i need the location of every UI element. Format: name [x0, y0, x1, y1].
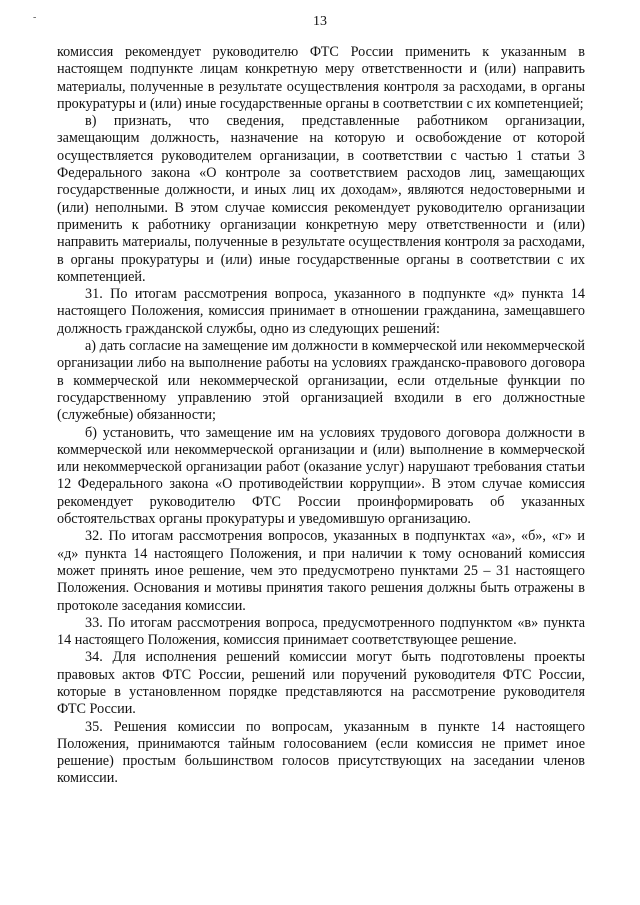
document-body: [57, 44, 585, 788]
scan-mark: -: [33, 12, 37, 23]
paragraph-continuation: комиссия рекомендует руководителю ФТС России применить к указанным в настоящем подпункте лицам конкретную меру ответственности и (или) направить материалы, полученные в результате осуществления контроля за расходами, в органы прокуратуры и (или) иные государственные органы в соответствии с их компетенцией;: [57, 44, 585, 112]
subitem-a: а) дать согласие на замещение им должности в коммерческой или некоммерческой организации либо на выполнение работы на условиях гражданско-правового договора в коммерческой или некоммерческой организации, если отдельные функции по государственному управлению этой организацией входили в его должностные (служебные) обязанности;: [57, 338, 585, 424]
page-number: 13: [313, 14, 327, 29]
clause-31: 31. По итогам рассмотрения вопроса, указанного в подпункте «д» пункта 14 настоящего Положения, комиссия принимает в отношении гражданина, замещавшего должность гражданской службы, одно из следующих решений:: [57, 286, 585, 337]
subitem-b: б) установить, что замещение им на условиях трудового договора должности в коммерческой или некоммерческой организации и (или) выполнение в коммерческой или некоммерческой организации работ (оказание услуг) нарушают требования статьи 12 Федерального закона «О противодействии коррупции». В этом случае комиссия рекомендует руководителю ФТС России проинформировать об указанных обстоятельствах органы прокуратуры и уведомившую организацию.: [57, 424, 585, 528]
clause-35: 35. Решения комиссии по вопросам, указанным в пункте 14 настоящего Положения, принимаются тайным голосованием (если комиссия не примет иное решение) простым большинством голосов присутствующих на заседании членов комиссии.: [57, 718, 585, 787]
clause-34: 34. Для исполнения решений комиссии могут быть подготовлены проекты правовых актов ФТС России, решений или поручений руководителя ФТС России, которые в установленном порядке представляются на рассмотрение руководителя ФТС России.: [57, 649, 585, 718]
clause-32: 32. По итогам рассмотрения вопросов, указанных в подпунктах «а», «б», «г» и «д» пункта 14 настоящего Положения, и при наличии к тому оснований комиссия может принять иное решение, чем это предусмотрено пунктами 25 – 31 настоящего Положения. Основания и мотивы принятия такого решения должны быть отражены в протоколе заседания комиссии.: [57, 528, 585, 614]
subitem-v: в) признать, что сведения, представленные работником организации, замещающим должность, назначение на которую и освобождение от которой осуществляется руководителем организации, в соответствии с частью 1 статьи 3 Федерального закона «О контроле за соответствием расходов лиц, замещающих государственные должности, и иных лиц их доходам», являются недостоверными и (или) неполными. В этом случае комиссия рекомендует руководителю организации применить к работнику организации конкретную меру ответственности и (или) направить материалы, полученные в результате осуществления контроля за расходами, в органы прокуратуры и (или) иные государственные органы в соответствии с их компетенцией.: [57, 113, 585, 285]
clause-33: 33. По итогам рассмотрения вопроса, предусмотренного подпунктом «в» пункта 14 настоящего Положения, комиссия принимает соответствующее решение.: [57, 614, 585, 649]
